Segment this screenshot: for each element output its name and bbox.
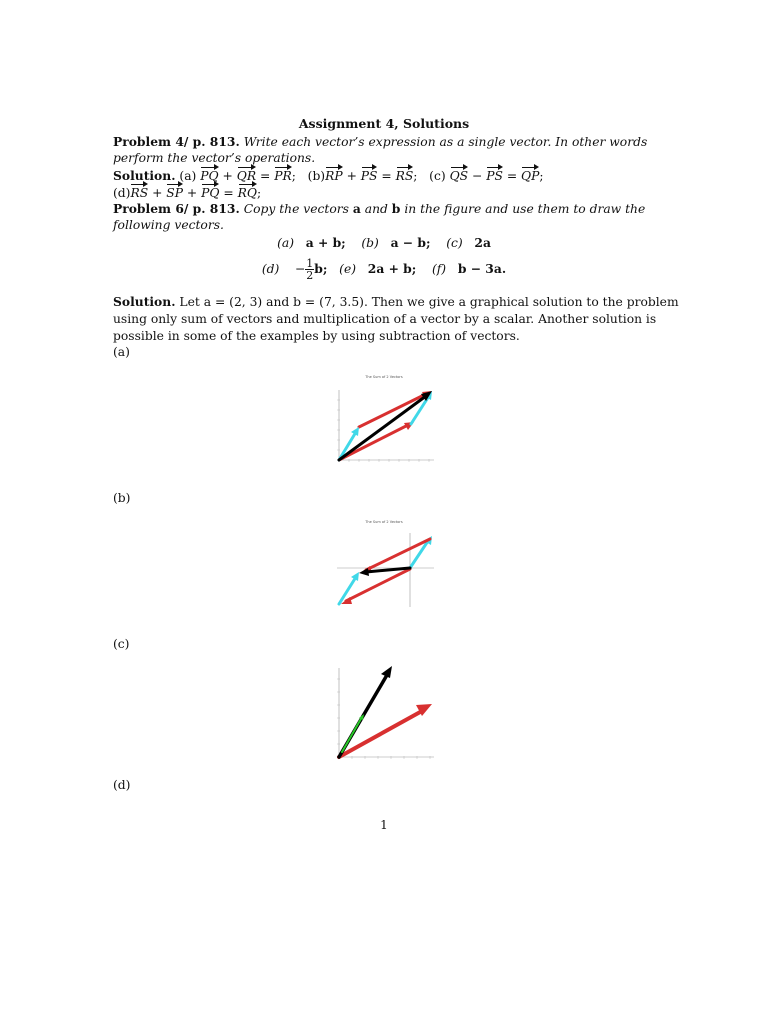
problem-6-prompt-and: and (364, 202, 388, 216)
item-a-expr: a + b; (305, 235, 346, 250)
two-a-vector-head (381, 666, 392, 678)
vector-pq: PQ (200, 166, 218, 185)
item-a-tag: (a) (277, 236, 294, 250)
part-a-tag: (a) (179, 169, 197, 183)
item-f-expr: b − 3a. (457, 261, 507, 276)
negative-b-translated-arrow (346, 569, 410, 601)
problem-4-line-2 (113, 150, 658, 167)
item-d-tag: (d) (261, 262, 280, 276)
fraction-denominator: 2 (306, 269, 314, 282)
vector-qs: QS (450, 166, 469, 185)
problem-4-prompt-2: perform the vector’s operations. (113, 151, 316, 165)
problem-6-prompt-1b: in the figure and use them to draw the (404, 202, 646, 216)
problem-6-heading: Problem 6/ p. 813. (113, 201, 240, 216)
figure-b-difference (322, 515, 447, 615)
vector-ps: PS (361, 166, 378, 185)
vector-rq: RQ (238, 183, 257, 202)
vector-pr: PR (274, 166, 292, 185)
vector-ps-2: PS (486, 166, 503, 185)
problem-4-solution-line-2: (d)RS + SP + PQ = RQ; (113, 183, 658, 202)
problem-6-prompt-2: following vectors. (113, 218, 224, 232)
problem-6-items-row-2 (0, 258, 768, 281)
problem-4-prompt-1: Write each vector’s expression as a single vector. In other words (243, 135, 648, 149)
figure-b-title: The Sum of 2 Vectors (365, 520, 403, 524)
item-b-tag: (b) (361, 236, 379, 250)
solution-line-3: possible in some of the examples by using subtraction of vectors. (113, 329, 520, 343)
problem-6-line-2 (113, 217, 658, 234)
page-title: Assignment 4, Solutions (298, 116, 470, 131)
problem-4-solution-line: Solution. (a) PQ + QR = PR; (b)RP + PS = RS; (c) QS − PS = QP; (113, 168, 544, 183)
part-c-tag: (c) (429, 169, 446, 183)
label-b: (b) (113, 491, 131, 505)
problem-6-items-row-1 (0, 234, 768, 252)
vector-qp: QP (521, 166, 539, 185)
solution-label: Solution. (113, 168, 176, 183)
vector-sp: SP (166, 183, 183, 202)
label-a: (a) (113, 345, 130, 359)
axis-ticks (337, 679, 430, 759)
problem-4-line-1 (113, 133, 658, 151)
solution-line-2: using only sum of vectors and multiplication of a vector by a scalar. Another solution is (113, 312, 657, 326)
sum-vector-arrow (339, 396, 426, 460)
figure-a-title: The Sum of 2 Vectors (365, 375, 403, 379)
vector-rs-2: RS (130, 183, 148, 202)
fraction-numerator: 1 (306, 257, 314, 270)
part-b-tag: (b) (307, 169, 326, 183)
solution-label-2: Solution. (113, 294, 176, 309)
vector-rs: RS (396, 166, 414, 185)
solution-line-1 (113, 293, 679, 311)
figure-c-scalar (322, 660, 447, 765)
vector-a-symbol: a (352, 201, 361, 216)
label-d: (d) (113, 778, 131, 792)
vector-b-translated-arrow (359, 393, 428, 427)
part-d-tag: (d) (113, 186, 131, 200)
item-c-expr: 2a (474, 235, 491, 250)
item-f-tag: (f) (431, 262, 447, 276)
item-c-tag: (c) (446, 236, 463, 250)
vector-qr: QR (237, 166, 256, 185)
vector-b-symbol: b (391, 201, 401, 216)
problem-6-prompt-1a: Copy the vectors (243, 202, 349, 216)
item-e-expr: 2a + b; (367, 261, 417, 276)
figure-a-sum (322, 370, 447, 470)
difference-vector-head (359, 568, 369, 576)
item-e-tag: (e) (339, 262, 357, 276)
vector-rp: RP (325, 166, 343, 185)
solution-text-1: Let a = (2, 3) and b = (7, 3.5). Then we give a graphical solution to the problem (179, 295, 679, 309)
label-c: (c) (113, 637, 130, 651)
page-number: 1 (380, 818, 388, 832)
item-d-expr: b; (314, 261, 328, 276)
vector-pq-2: PQ (201, 183, 219, 202)
problem-6-line-1 (113, 200, 658, 218)
item-d-sign: − (294, 262, 306, 276)
item-b-expr: a − b; (390, 235, 431, 250)
fraction-one-half (305, 258, 314, 281)
problem-4-heading: Problem 4/ p. 813. (113, 134, 240, 149)
